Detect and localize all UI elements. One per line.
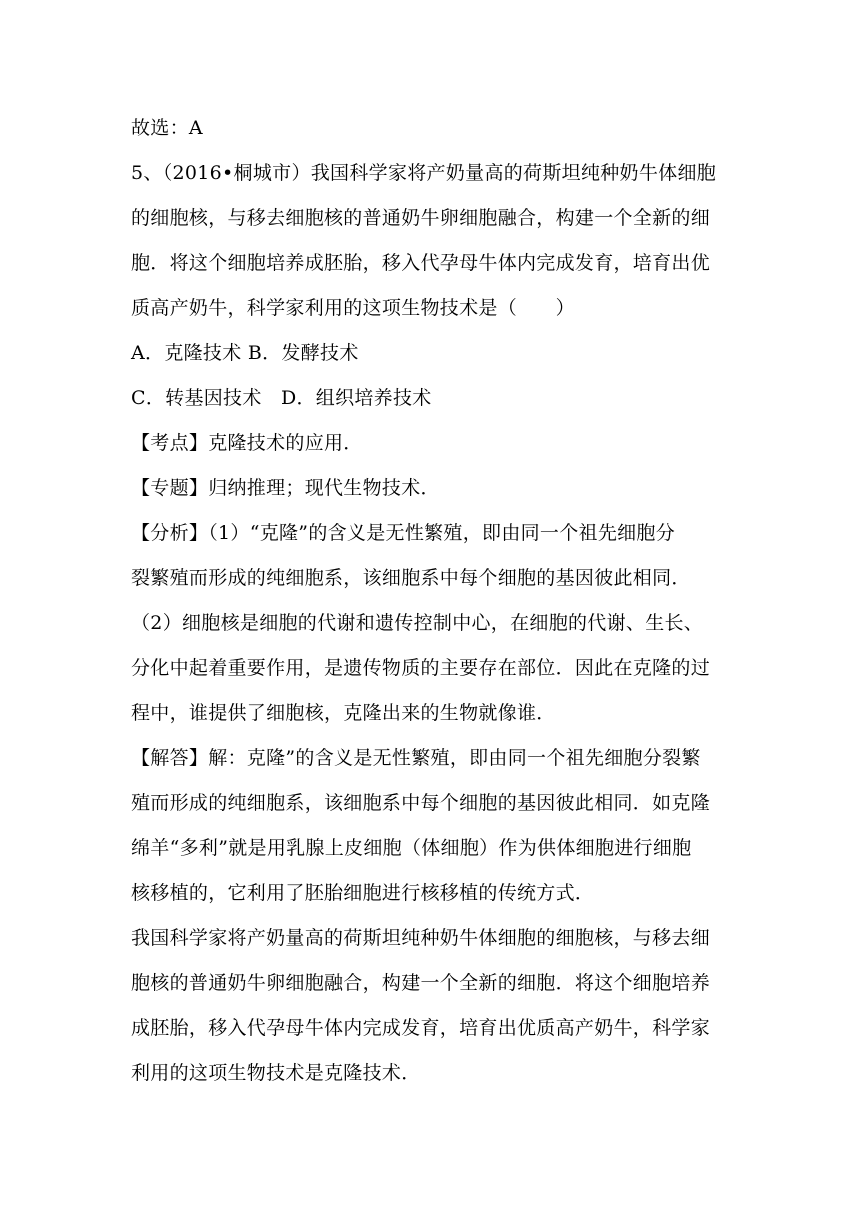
question-line: 5、（2016•桐城市）我国科学家将产奶量高的荷斯坦纯种奶牛体细胞 (131, 162, 717, 184)
zhuanti-line: 【专题】归纳推理；现代生物技术． (131, 477, 440, 499)
kaodian-line: 【考点】克隆技术的应用． (131, 432, 363, 454)
question-line: 的细胞核，与移去细胞核的普通奶牛卵细胞融合，构建一个全新的细 (131, 207, 711, 229)
solution-line: 殖而形成的纯细胞系，该细胞系中每个细胞的基因彼此相同．如克隆 (131, 792, 711, 814)
solution-line: 【解答】解：克隆”的含义是无性繁殖，即由同一个祖先细胞分裂繁 (131, 747, 701, 769)
solution-line: 利用的这项生物技术是克隆技术． (131, 1062, 421, 1084)
option-line: C．转基因技术 D．组织培养技术 (131, 387, 432, 409)
analysis-line: 裂繁殖而形成的纯细胞系，该细胞系中每个细胞的基因彼此相同． (131, 567, 691, 589)
solution-line: 成胚胎，移入代孕母牛体内完成发育，培育出优质高产奶牛，科学家 (131, 1017, 711, 1039)
solution-line: 胞核的普通奶牛卵细胞融合，构建一个全新的细胞．将这个细胞培养 (131, 972, 711, 994)
solution-line: 绵羊“多利”就是用乳腺上皮细胞（体细胞）作为供体细胞进行细胞 (131, 837, 692, 859)
analysis-line: 【分析】（1）“克隆”的含义是无性繁殖，即由同一个祖先细胞分 (131, 522, 676, 544)
answer-line: 故选：A (131, 117, 203, 139)
solution-line: 核移植的，它利用了胚胎细胞进行核移植的传统方式． (131, 882, 595, 904)
document-body (131, 106, 731, 1096)
option-line: A．克隆技术 B．发酵技术 (131, 342, 359, 364)
question-line: 胞．将这个细胞培养成胚胎，移入代孕母牛体内完成发育，培育出优 (131, 252, 711, 274)
question-line: 质高产奶牛，科学家利用的这项生物技术是（ ） (131, 297, 575, 319)
analysis-line: 程中，谁提供了细胞核，克隆出来的生物就像谁． (131, 702, 556, 724)
solution-line: 我国科学家将产奶量高的荷斯坦纯种奶牛体细胞的细胞核，与移去细 (131, 927, 711, 949)
analysis-line: （2）细胞核是细胞的代谢和遗传控制中心，在细胞的代谢、生长、 (131, 612, 704, 634)
analysis-line: 分化中起着重要作用，是遗传物质的主要存在部位．因此在克隆的过 (131, 657, 711, 679)
